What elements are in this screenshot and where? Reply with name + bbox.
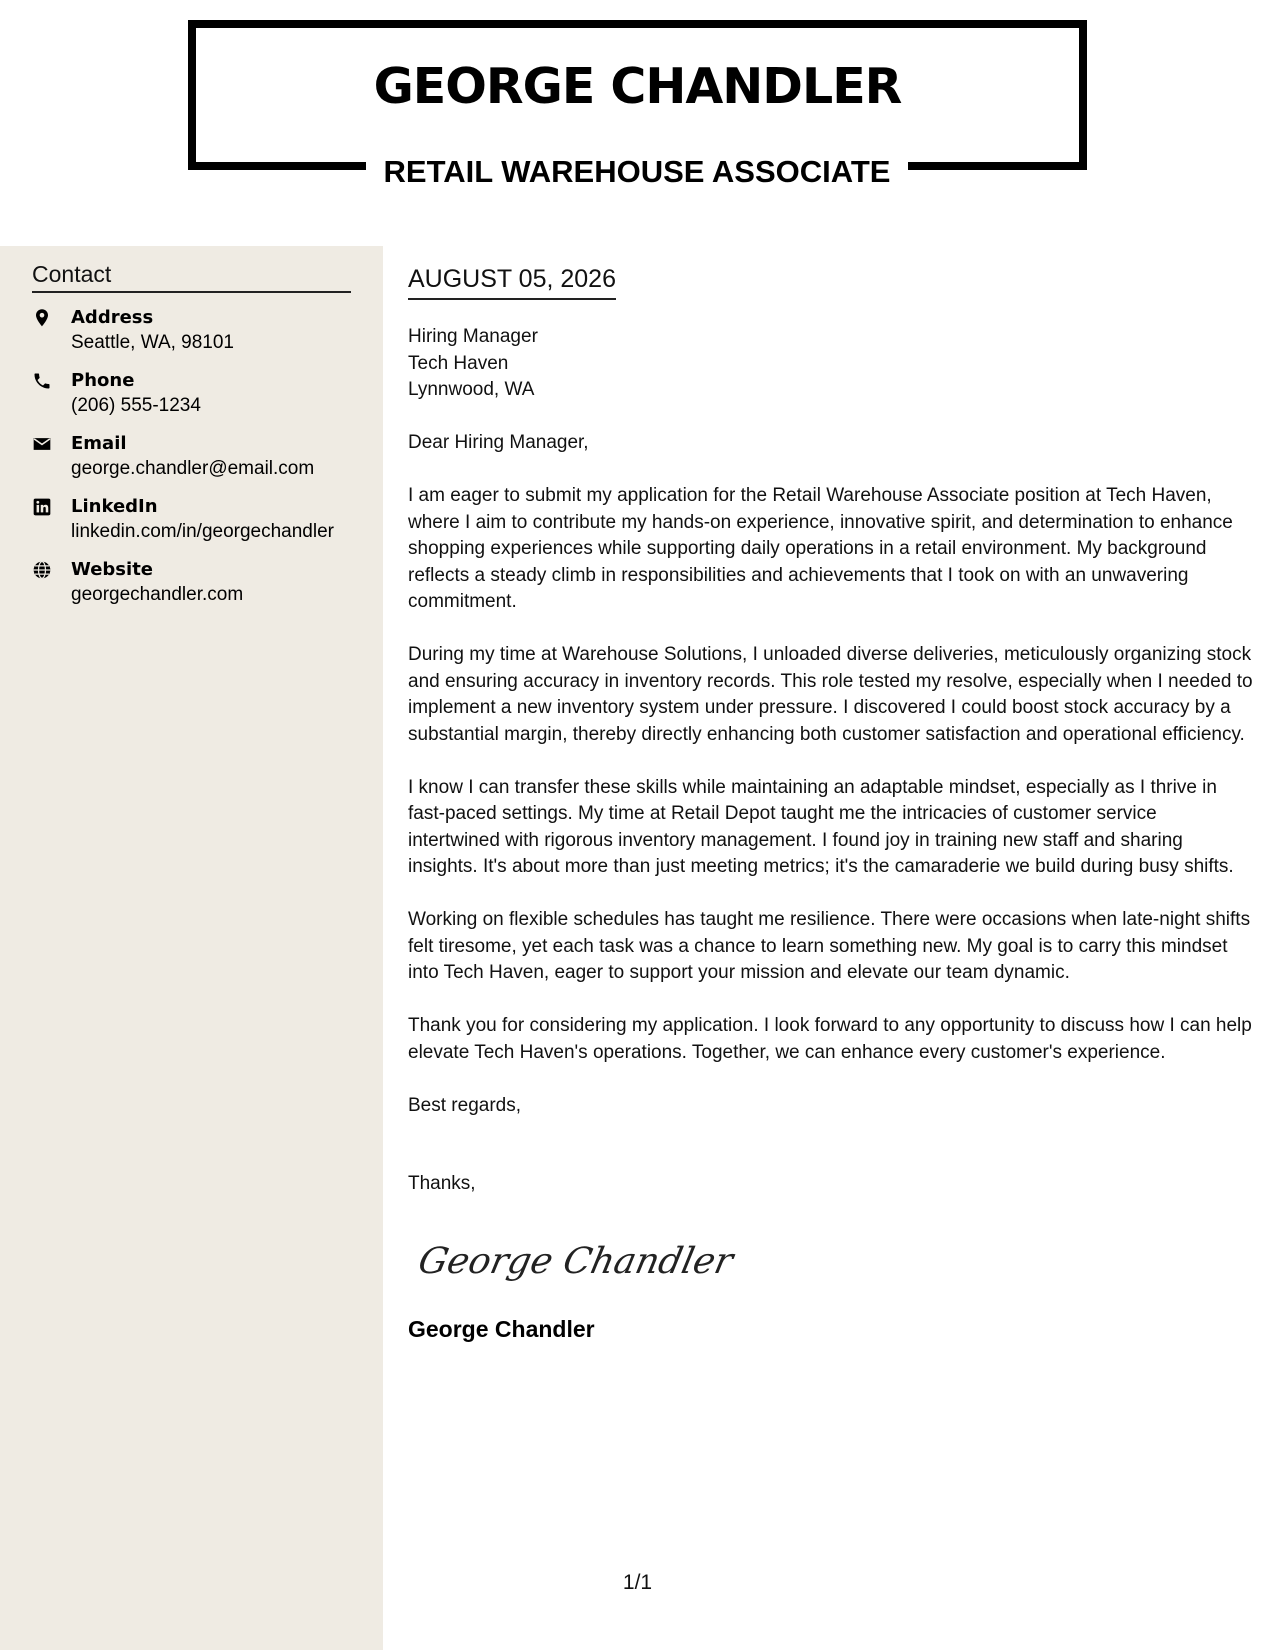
thanks: Thanks, (408, 1173, 476, 1194)
recipient-block (408, 324, 538, 404)
contact-label: Website (71, 559, 154, 580)
applicant-name: GEORGE CHANDLER (373, 58, 902, 115)
contact-heading: Contact (32, 260, 351, 293)
contact-sidebar (0, 246, 383, 1650)
linkedin-icon (32, 497, 54, 519)
recipient-line: Lynnwood, WA (408, 379, 535, 400)
contact-value: Seattle, WA, 98101 (71, 332, 235, 353)
handwritten-signature (414, 1229, 737, 1289)
page-number: 1/1 (622, 1571, 653, 1594)
envelope-icon (32, 434, 54, 456)
closing: Best regards, (408, 1094, 521, 1116)
contact-value[interactable]: linkedin.com/in/georgechandler (71, 521, 334, 542)
phone-icon (32, 371, 54, 393)
recipient-line: Hiring Manager (408, 326, 538, 347)
globe-icon (32, 560, 54, 582)
svg-text:George Chandler: George Chandler (414, 1239, 737, 1282)
job-title: RETAIL WAREHOUSE ASSOCIATE (383, 154, 891, 189)
letter-date: AUGUST 05, 2026 (408, 264, 616, 300)
letter-text (408, 430, 1253, 1224)
paragraph: During my time at Warehouse Solutions, I unloaded diverse deliveries, meticulously organizing stock and ensuring accuracy in inventory records. This role tested my resolve, especially when I needed to implement a new inventory system under pressure. I discovered I could boost stock accuracy by a substantial margin, thereby directly enhancing both customer satisfaction and operational efficiency. (408, 644, 1253, 745)
contact-label: Email (71, 433, 127, 454)
contact-value: (206) 555-1234 (71, 395, 201, 416)
paragraph: I know I can transfer these skills while maintaining an adaptable mindset, especially as I thrive in fast-paced settings. My time at Retail Depot taught me the intricacies of customer service intertwined with rigorous inventory management. I found joy in training new staff and sharing insights. It's about more than just meeting metrics; it's the camaraderie we build during busy shifts. (408, 776, 1234, 877)
map-pin-icon (32, 308, 54, 330)
salutation: Dear Hiring Manager, (408, 432, 589, 453)
contact-value[interactable]: george.chandler@email.com (71, 458, 315, 479)
paragraph: Thank you for considering my application. I look forward to any opportunity to discuss how I can help elevate Tech Haven's operations. Together, we can enhance every customer's experience. (408, 1015, 1252, 1063)
contact-label: LinkedIn (71, 496, 158, 517)
contact-value[interactable]: georgechandler.com (71, 584, 244, 605)
contact-label: Phone (71, 370, 135, 391)
contact-label: Address (71, 307, 154, 328)
paragraph: I am eager to submit my application for the Retail Warehouse Associate position at Tech Haven, where I aim to contribute my hands-on experience, innovative spirit, and determination to enhance shopping experiences while supporting daily operations in a retail environment. My background reflects a steady climb in responsibilities and achievements that I took on with an unwavering commitment. (408, 485, 1233, 612)
recipient-line: Tech Haven (408, 352, 509, 374)
paragraph: Working on flexible schedules has taught me resilience. There were occasions when late-night shifts felt tiresome, yet each task was a chance to learn something new. My goal is to carry this mindset into Tech Haven, eager to support your mission and elevate our team dynamic. (408, 909, 1251, 983)
signed-name: George Chandler (408, 1316, 595, 1342)
